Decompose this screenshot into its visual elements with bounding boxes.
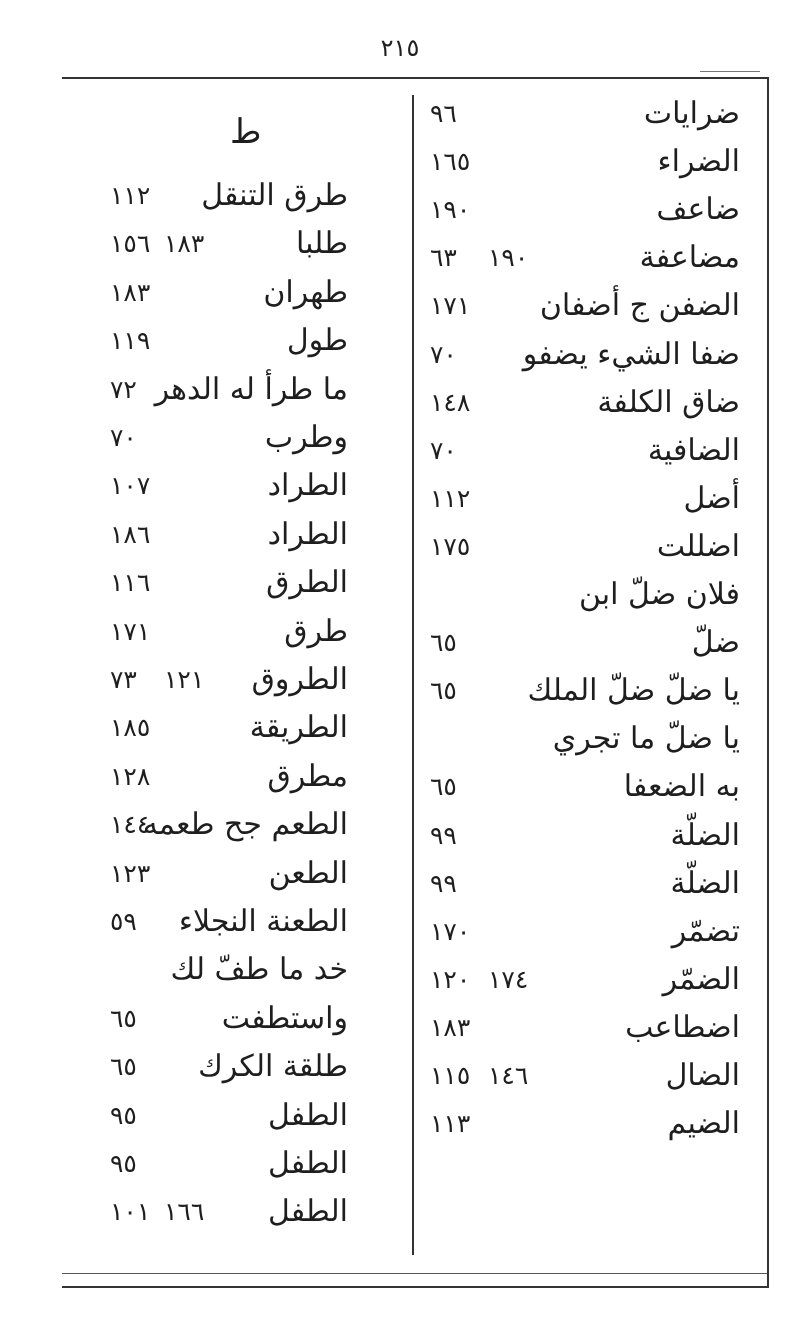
index-entry [420,335,760,375]
entry-page-number: ١٩٠ [488,243,529,273]
index-entry [70,757,408,797]
index-entry [70,999,408,1039]
entry-page-number: ٧٢ [110,374,137,404]
entry-word: يا ضلّ ما تجري [552,721,740,757]
entry-page-number: ٦٣ [430,243,457,273]
entry-word: اضطاعب [625,1009,740,1045]
index-entry [70,563,408,603]
entry-word: طول [286,323,348,359]
entry-page-number: ٧٣ [110,665,137,694]
index-entry [420,431,760,471]
entry-page-number: ١٧١ [430,291,471,321]
index-entry [420,190,760,230]
index-entry [70,1192,408,1232]
index-entry [420,527,760,567]
index-entry [70,370,408,410]
entry-word: ضاق الكلفة [597,384,740,420]
index-entry [70,854,408,894]
entry-word: مطرق [267,758,348,794]
entry-word: فلان ضلّ ابن [578,577,740,612]
entry-page-number: ٧٠ [430,339,457,369]
entry-word: الضال [665,1058,740,1093]
entry-word: الطفل [268,1194,348,1230]
entry-word: طلبا [295,226,348,262]
index-entry [70,660,408,700]
entry-word: الضمّر [662,961,740,997]
index-entry [70,515,408,555]
index-entry [420,767,760,807]
page-number: ٢١٥ [380,34,420,62]
entry-page-number: ١٥٦ [110,229,151,259]
index-entry [420,94,760,134]
entry-page-number: ١٤٤ [110,810,151,840]
index-entry [420,960,760,1000]
entry-word: الطعنة النجلاء [178,904,348,939]
entry-page-number: ١١٦ [110,568,151,598]
index-entry [420,864,760,904]
entry-word: تضمّر [671,913,740,949]
entry-word: الضافية [647,432,740,468]
entry-word: الطفل [268,1146,348,1181]
entry-page-number: ١١٣ [430,1109,471,1139]
index-entry [420,286,760,326]
index-entry [420,383,760,423]
entry-word: به الضعفا [623,769,740,805]
entry-word: ضلّ [691,625,740,661]
entry-page-number: ١٠١ [110,1197,151,1227]
index-entry [70,950,408,990]
entry-page-number: ٦٥ [430,676,457,706]
entry-word: يا ضلّ ضلّ الملك [527,673,740,709]
entry-page-number: ١٢٠ [430,964,471,994]
entry-page-number: ١٢١ [164,665,205,694]
entry-page-number: ١٦٥ [430,147,471,177]
index-entry [420,142,760,182]
entry-word: طلقة الكرك [198,1049,348,1085]
index-entry [70,1047,408,1087]
entry-page-number: ٩٦ [430,99,457,128]
entry-page-number: ٦٥ [430,772,457,802]
index-entry [70,418,408,458]
entry-word: الضفن ج أضفان [539,288,740,324]
entry-page-number: ٩٥ [110,1149,137,1178]
entry-page-number: ١١٢ [110,181,151,210]
entry-word: مضاعفة [639,240,740,276]
index-entry [420,479,760,519]
index-entry [70,176,408,216]
index-entry [70,273,408,313]
entry-word: الضراء [657,144,740,180]
index-entry [420,1008,760,1048]
entry-page-number: ١٤٨ [430,387,471,417]
entry-page-number: ١٢٨ [110,761,151,791]
index-entry [70,466,408,506]
entry-page-number: ١٨٣ [164,229,205,259]
entry-page-number: ٦٥ [430,628,457,658]
entry-word: الطريقة [249,710,348,746]
entry-word: الطراد [267,516,348,552]
entry-word: الضلّة [670,817,740,853]
entry-word: واستطفت [221,1000,348,1036]
entry-word: طهران [263,274,348,310]
entry-page-number: ١٠٧ [110,471,151,501]
entry-word: الضلّة [670,865,740,901]
entry-page-number: ١٦٦ [164,1197,205,1227]
entry-word: الطعم جح طعمه [142,807,348,843]
entry-word: الطعن [268,855,348,891]
entry-word: ما طرأ له الدهر [154,371,348,407]
entry-page-number: ١٧١ [110,616,151,646]
entry-page-number: ١٢٣ [110,858,151,888]
index-entry [420,816,760,856]
index-entry [420,623,760,663]
entry-page-number: ١٨٥ [110,713,151,743]
index-entry [70,708,408,748]
entry-page-number: ٩٩ [430,868,457,898]
index-entry [70,224,408,264]
entry-word: طرق [284,613,348,649]
entry-word: الطروق [251,662,348,697]
entry-word: ضاعف [656,192,740,228]
entry-page-number: ٦٥ [110,1003,137,1033]
index-entry [420,671,760,711]
entry-page-number: ١٨٦ [110,519,151,549]
column-divider [412,95,414,1255]
entry-page-number: ١٧٤ [488,964,529,994]
entry-word: وطرب [264,420,348,455]
entry-page-number: ١١٢ [430,483,471,513]
entry-page-number: ١٩٠ [430,195,471,225]
section-letter-heading: ط [230,112,262,152]
index-entry [420,912,760,952]
entry-word: اضللت [656,528,740,564]
entry-page-number: ٦٥ [110,1052,137,1082]
entry-page-number: ٩٩ [430,820,457,850]
entry-page-number: ١٧٠ [430,916,471,946]
entry-page-number: ١١٩ [110,326,151,356]
frame-corner-rule [700,71,760,72]
entry-word: ضفا الشيء يضفو [522,336,740,372]
entry-word: الطرق [266,565,348,601]
entry-page-number: ١٨٣ [430,1012,471,1042]
entry-page-number: ٥٩ [110,907,137,936]
index-entry [70,902,408,942]
index-entry [420,719,760,759]
index-entry [70,805,408,845]
entry-word: ضرايات [643,96,740,131]
entry-word: الطفل [268,1097,348,1133]
entry-page-number: ١٤٦ [488,1061,529,1090]
entry-word: الضيم [667,1106,740,1142]
index-entry [420,1104,760,1144]
entry-word: خد ما طفّ لك [170,952,348,988]
index-entry [420,238,760,278]
entry-page-number: ١٧٥ [430,531,471,561]
entry-page-number: ٧٠ [110,423,137,452]
entry-page-number: ١١٥ [430,1061,471,1090]
entry-word: أضل [683,480,740,516]
index-entry [70,1096,408,1136]
index-entry [70,321,408,361]
entry-word: طرق التنقل [201,178,348,213]
index-entry [420,1056,760,1096]
index-entry [70,1144,408,1184]
entry-page-number: ٧٠ [430,435,457,465]
index-entry [70,612,408,652]
index-entry [420,575,760,615]
entry-word: الطراد [267,468,348,504]
entry-page-number: ١٨٣ [110,277,151,307]
frame-bottom-rule [62,1273,767,1274]
entry-page-number: ٩٥ [110,1100,137,1130]
